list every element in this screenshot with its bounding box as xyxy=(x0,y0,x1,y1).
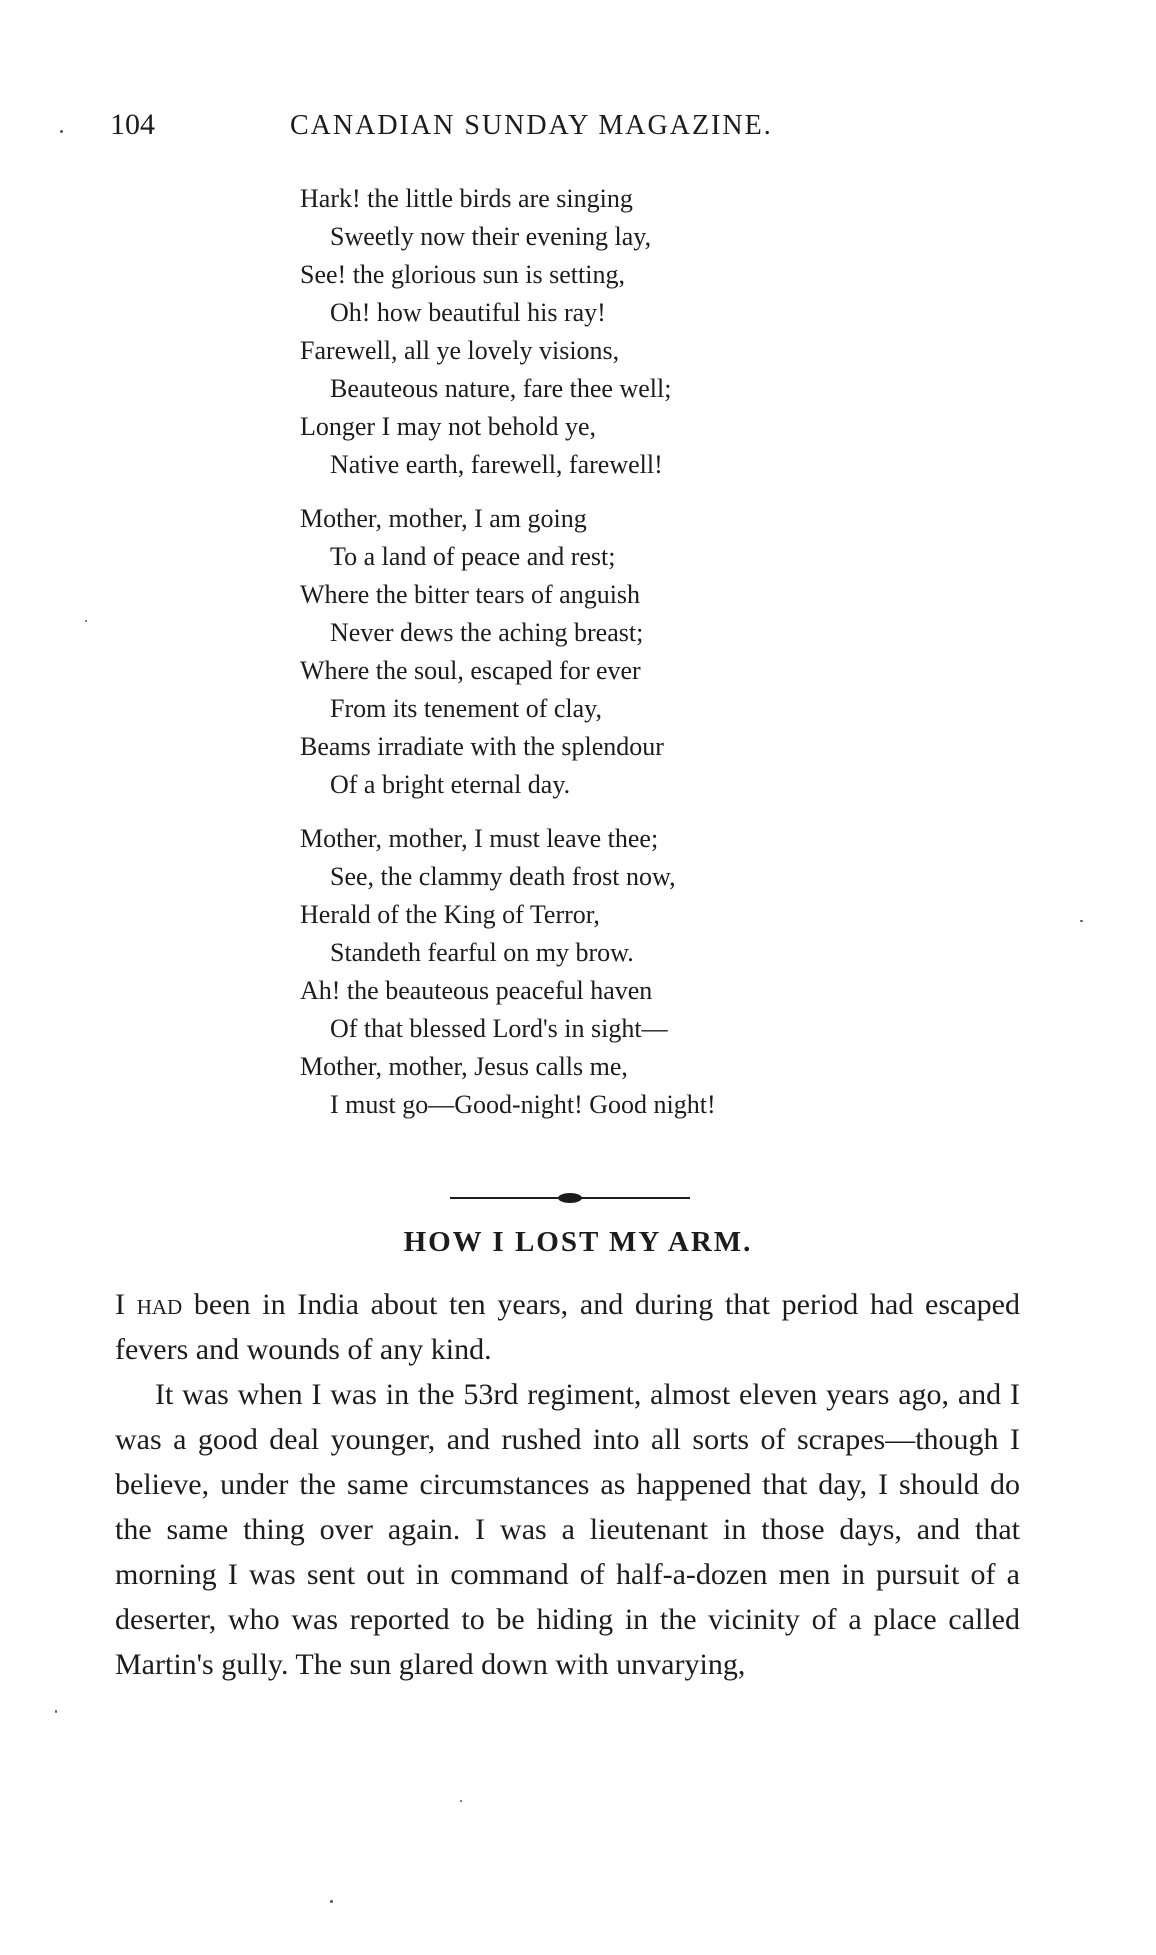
poem-line: Beauteous nature, fare thee well; xyxy=(330,374,672,403)
poem-line: Native earth, farewell, farewell! xyxy=(330,450,663,479)
poem-line: See, the clammy death frost now, xyxy=(330,862,676,891)
paragraph-text: been in India about ten years, and during that period had escaped fevers and wounds of any kind. xyxy=(115,1288,1020,1366)
article-title: HOW I LOST MY ARM. xyxy=(403,1226,753,1258)
poem-stanza-1 xyxy=(300,180,940,484)
poem-line: Of a bright eternal day. xyxy=(330,770,571,799)
poem-line: Oh! how beautiful his ray! xyxy=(330,298,606,327)
drop-word: I had xyxy=(115,1288,183,1321)
running-head xyxy=(110,108,1030,148)
poem-line: Beams irradiate with the splendour xyxy=(300,732,664,761)
magazine-title: CANADIAN SUNDAY MAGAZINE. xyxy=(290,110,773,141)
poem-stanza-3 xyxy=(300,820,940,1124)
poem-line: Hark! the little birds are singing xyxy=(300,184,633,213)
poem-line: Where the soul, escaped for ever xyxy=(300,656,641,685)
article-paragraph: It was when I was in the 53rd regiment, almost eleven years ago, and I was a good deal younger, and rushed into all sorts of scrapes—though I believe, under the same circumstances as happened that day, I should do the same thing over again. I was a lieutenant in those days, and that morning I was sent out in command of half-a-dozen men in pursuit of a deserter, who was reported to be hiding in the vicinity of a place called Martin's gully. The sun glared down with unvarying, xyxy=(115,1378,1020,1681)
poem-line: Longer I may not behold ye, xyxy=(300,412,597,441)
poem-line: Mother, mother, Jesus calls me, xyxy=(300,1052,628,1081)
poem-line: Ah! the beauteous peaceful haven xyxy=(300,976,653,1005)
print-speck xyxy=(60,130,63,133)
poem-line: Standeth fearful on my brow. xyxy=(330,938,634,967)
poem xyxy=(300,180,940,1140)
poem-stanza-2 xyxy=(300,500,940,804)
poem-line: Herald of the King of Terror, xyxy=(300,900,600,929)
poem-line: From its tenement of clay, xyxy=(330,694,602,723)
print-speck xyxy=(460,1800,462,1802)
poem-line: Of that blessed Lord's in sight— xyxy=(330,1014,668,1043)
section-divider xyxy=(450,1192,690,1204)
divider-ornament-icon xyxy=(558,1193,582,1203)
print-speck xyxy=(330,1900,333,1903)
poem-line: Never dews the aching breast; xyxy=(330,618,644,647)
poem-line: I must go—Good-night! Good night! xyxy=(330,1090,716,1119)
print-speck xyxy=(85,620,87,622)
print-speck xyxy=(1080,920,1083,922)
poem-line: To a land of peace and rest; xyxy=(330,542,616,571)
article-body xyxy=(115,1282,1020,1687)
print-speck xyxy=(55,1710,57,1713)
poem-line: Sweetly now their evening lay, xyxy=(330,222,652,251)
page-number: 104 xyxy=(110,108,155,141)
poem-line: Mother, mother, I am going xyxy=(300,504,587,533)
poem-line: Mother, mother, I must leave thee; xyxy=(300,824,659,853)
poem-line: Farewell, all ye lovely visions, xyxy=(300,336,620,365)
poem-line: See! the glorious sun is setting, xyxy=(300,260,625,289)
article-paragraph xyxy=(115,1282,1020,1372)
poem-line: Where the bitter tears of anguish xyxy=(300,580,641,609)
